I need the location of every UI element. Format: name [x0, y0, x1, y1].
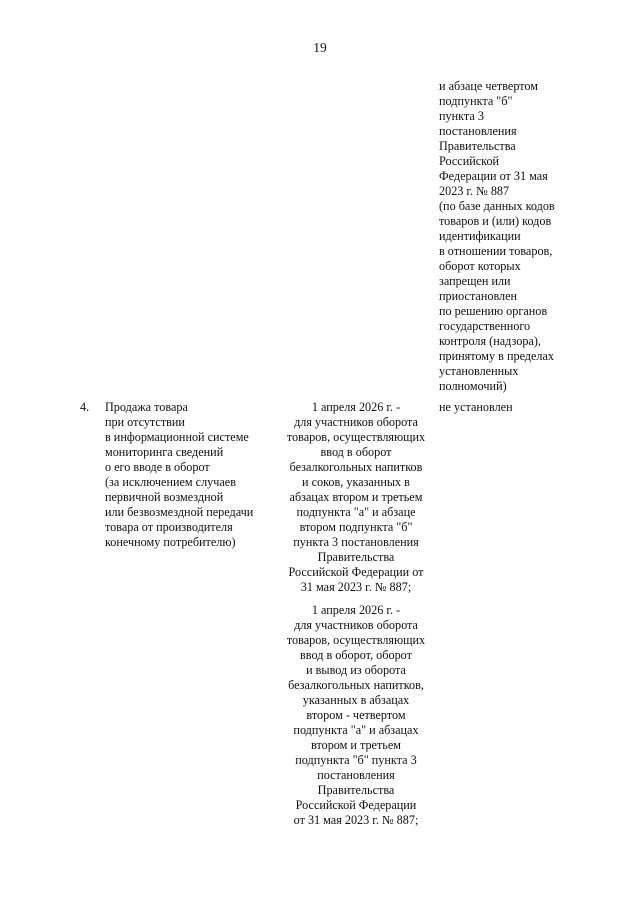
- page-number: 19: [313, 40, 327, 55]
- date-entry-first: 1 апреля 2026 г. - для участников оборота товаров, осуществляющих ввод в оборот безалкогольных напитков и соков, указанных в абзацах втором и третьем подпункта "а" и абзаце втором подпункта "б" пункта 3 постановления Правительства Российской Федерации от 31 мая 2023 г. № 887;: [286, 400, 426, 594]
- row-status: не установлен: [439, 400, 513, 414]
- row-description: Продажа товара при отсутствии в информационной системе мониторинга сведений о его вводе в оборот (за исключением случаев первичной возмездной или безвозмездной передачи товара от производителя конечному потребителю): [105, 400, 254, 549]
- date-entry-second: 1 апреля 2026 г. - для участников оборота товаров, осуществляющих ввод в оборот, оборот и вывод из оборота безалкогольных напитков, указанных в абзацах втором - четвертом подпункта "а" и абзацах втором и третьем подпункта "б" пункта 3 постановления Правительства Российской Федерации от 31 мая 2023 г. № 887;: [286, 603, 426, 827]
- continuation-cell-text: и абзаце четвертом подпункта "б" пункта 3 постановления Правительства Российской Федерации от 31 мая 2023 г. № 887 (по базе данных кодов товаров и (или) кодов идентификации в отношении товаров, оборот которых запрещен или приостановлен по решению органов государственного контроля (надзора), принятому в пределах установленных полномочий): [439, 79, 555, 393]
- row-number: 4.: [80, 400, 90, 414]
